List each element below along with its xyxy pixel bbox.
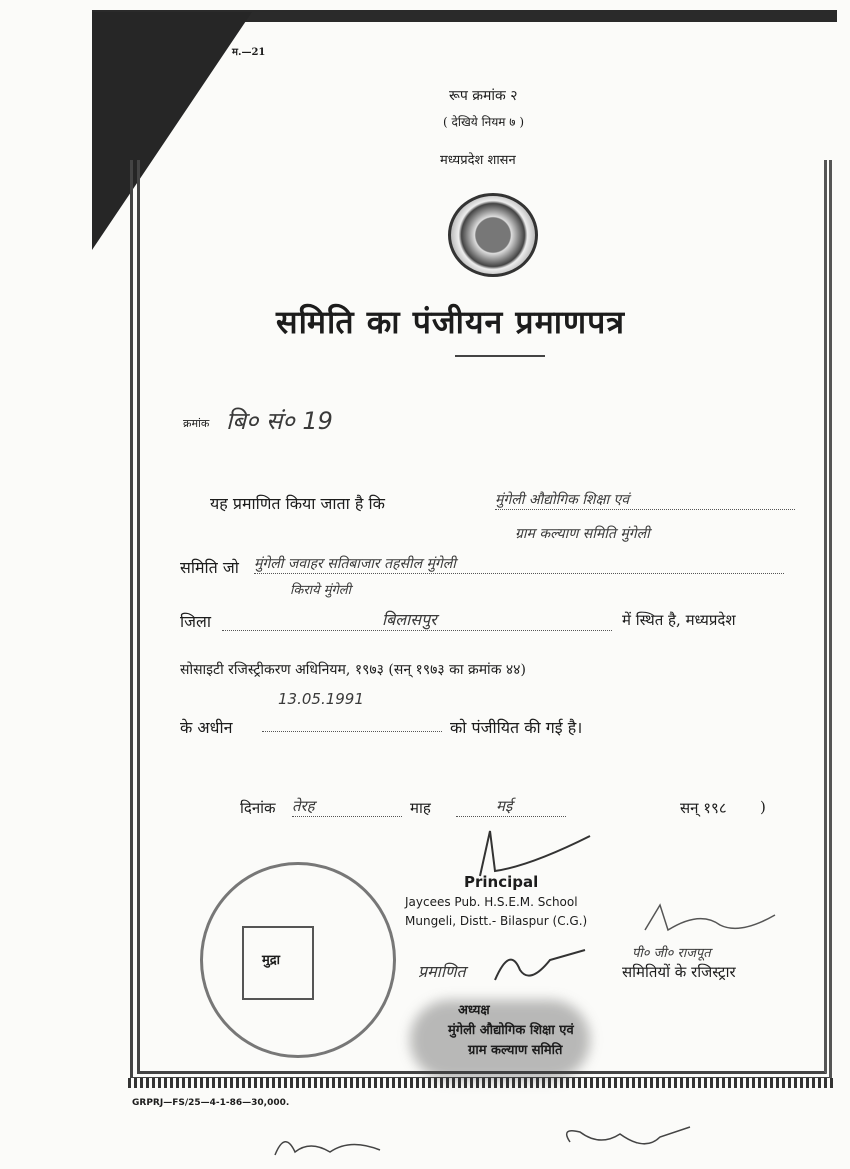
certificate-title: समिति का पंजीयन प्रमाणपत्र xyxy=(276,303,626,341)
district-suffix: में स्थित है, मध्यप्रदेश xyxy=(622,611,736,629)
certify-prefix: यह प्रमाणित किया जाता है कि xyxy=(210,494,385,513)
date-label: दिनांक xyxy=(240,799,276,817)
district-label: जिला xyxy=(180,612,212,631)
date-value: तेरह xyxy=(292,796,402,817)
attested-text: प्रमाणित xyxy=(418,962,466,981)
registered-suffix: को पंजीयित की गई है। xyxy=(450,718,583,737)
bottom-signature-left xyxy=(270,1130,390,1160)
registration-line xyxy=(262,730,442,732)
registrar-name: पी० जी० राजपूत xyxy=(632,946,711,961)
stamp-text: मुद्रा xyxy=(262,953,281,968)
registration-date: 13.05.1991 xyxy=(278,690,364,708)
society-stamp-line: मुंगेली औद्योगिक शिक्षा एवं xyxy=(448,1023,574,1038)
year-label: सन् १९८ xyxy=(680,799,727,817)
under-label: के अधीन xyxy=(180,718,233,737)
print-code: GRPRJ—FS/25—4-1-86—30,000. xyxy=(132,1098,290,1108)
certificate-number: बि० सं० 19 xyxy=(226,407,333,435)
state-emblem-seal xyxy=(448,193,538,277)
society-stamp-line-2: ग्राम कल्याण समिति xyxy=(468,1043,563,1058)
society-president: अध्यक्ष xyxy=(458,1003,490,1018)
year-close: ) xyxy=(760,798,766,816)
registrar-title: समितियों के रजिस्ट्रार xyxy=(622,963,736,981)
act-reference: सोसाइटी रजिस्ट्रीकरण अधिनियम, १९७३ (सन् १९७३ का क्रमांक ४४) xyxy=(180,662,526,678)
month-value: मई xyxy=(456,796,566,817)
society-name: मुंगेली औद्योगिक शिक्षा एवं xyxy=(495,490,795,510)
society-address: मुंगेली जवाहर सतिबाजार तहसील मुंगेली xyxy=(254,554,784,574)
government-name: मध्यप्रदेश शासन xyxy=(440,153,516,168)
school-name: Jaycees Pub. H.S.E.M. School xyxy=(405,895,578,909)
society-prefix: समिति जो xyxy=(180,558,239,577)
form-number: रूप क्रमांक २ xyxy=(449,88,518,104)
principal-title: Principal xyxy=(464,873,539,891)
district-value: बिलासपुर xyxy=(222,608,612,631)
rule-reference: ( देखिये नियम ७ ) xyxy=(443,115,525,129)
society-name-continued: ग्राम कल्याण समिति मुंगेली xyxy=(515,526,650,542)
school-address: Mungeli, Distt.- Bilaspur (C.G.) xyxy=(405,914,588,928)
registrar-signature xyxy=(640,900,780,940)
society-address-continued: किराये मुंगेली xyxy=(290,583,351,598)
attest-signature xyxy=(490,940,590,990)
bottom-signature-right xyxy=(560,1122,700,1158)
title-underline xyxy=(455,355,545,357)
number-label: क्रमांक xyxy=(183,417,210,430)
month-label: माह xyxy=(410,799,431,817)
form-reference: म.—21 xyxy=(232,47,266,58)
